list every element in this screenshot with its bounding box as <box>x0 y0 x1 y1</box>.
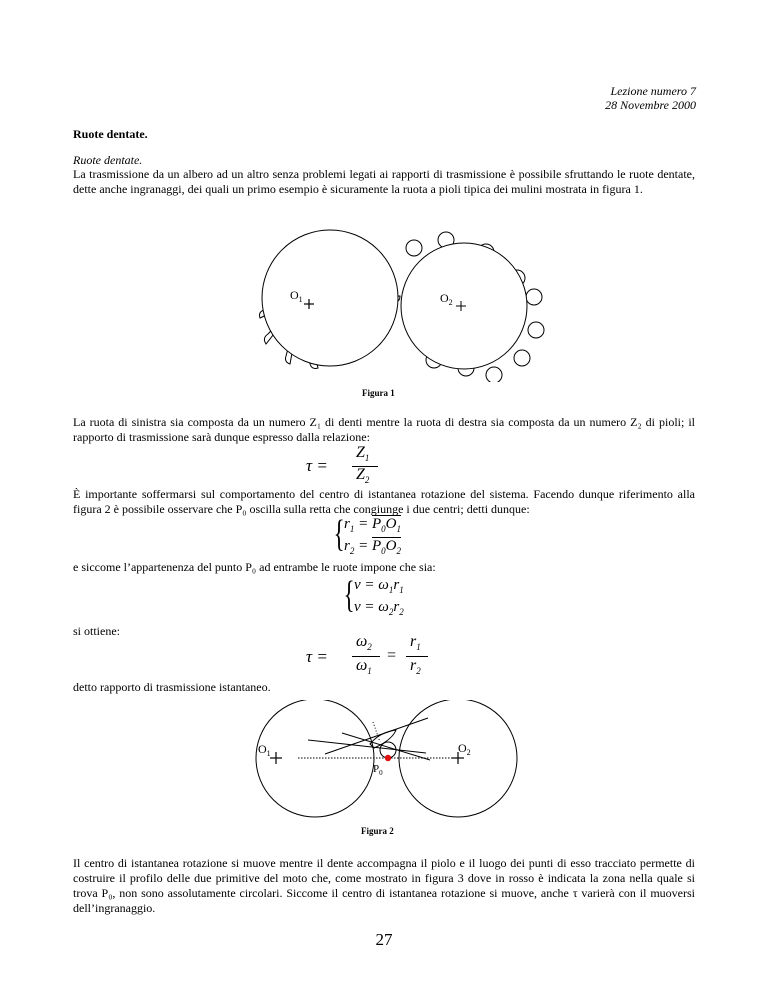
label-o1: $O_1$ <box>258 742 271 758</box>
paragraph-intro: La trasmissione da un albero ad un altro senza problemi legati ai rapporti di trasmissione è possibile sfruttando le ruote dentate, dette anche ingranaggi, dei quali un primo esempio è sicuramente la ruota a pioli tipica dei mulini mostrata in figura 1. <box>73 167 695 196</box>
paragraph-center: È importante soffermarsi sul comportamento del centro di istantanea rotazione del sistema. Facendo dunque riferimento alla figura 2 è possibile osservare che P₀ oscilla sulla retta che congiunge i due centri; detti dunque: <box>73 487 695 516</box>
paragraph-instant: detto rapporto di trasmissione istantaneo. <box>73 680 271 694</box>
header-lesson: Lezione numero 7 <box>610 84 696 98</box>
equation-instant-ratio: τ = $\omega_2$ $\omega_1$ = $r_1$ $r_2$ <box>300 633 440 679</box>
page-number: 27 <box>375 930 393 949</box>
paragraph-membership: e siccome l’appartenenza del punto P₀ ad entrambe le ruote impone che sia: <box>73 560 436 574</box>
paragraph-obtain: si ottiene: <box>73 624 120 638</box>
figure-1-gears <box>230 222 560 382</box>
label-p0: $P_0$ <box>373 763 383 777</box>
dotted-guide <box>373 722 380 742</box>
eq1-denominator: $Z_2$ <box>356 466 370 486</box>
equation-radii: { $r_1 = P_0O_1$ $r_2 = P_0O_2$ <box>333 513 401 556</box>
label-o2: $O_2$ <box>458 741 471 757</box>
figure-2-instant-center <box>230 700 560 820</box>
equation-tau-z: τ = $Z_1$ $Z_2$ <box>300 444 420 484</box>
section-title: Ruote dentate. <box>73 127 148 141</box>
subheading: Ruote dentate. <box>73 153 143 167</box>
left-wheel <box>262 230 398 366</box>
tangent-line-2 <box>325 718 428 754</box>
figure-2-caption: Figura 2 <box>361 826 394 836</box>
header-date: 28 Novembre 2000 <box>605 98 696 112</box>
center-o1-cross <box>270 752 282 764</box>
eq1-numerator: $Z_1$ <box>356 444 370 464</box>
paragraph-ratio: La ruota di sinistra sia composta da un numero Z₁ di denti mentre la ruota di destra sia composta da un numero Z₂ di pioli; il rapporto di trasmissione sarà dunque espresso dalla relazione: <box>73 415 695 444</box>
label-o1: $O_1$ <box>290 288 303 304</box>
paragraph-profile: Il centro di istantanea rotazione si muove mentre il dente accompagna il piolo e il luogo dei punti di esso tracciato permette di costruire il profilo delle due primitive del moto che, come mostrato in figura 3 dove in rosso è indicata la zona nella quale si trova P₀, non sono assolutamente circolari. Siccome il centro di istantanea rotazione si muove, anche τ varierà con il muoversi dell’ingranaggio. <box>73 856 695 915</box>
figure-1-caption: Figura 1 <box>362 388 395 398</box>
label-o2: $O_2$ <box>440 291 453 307</box>
tangent-line-1 <box>308 740 426 753</box>
p0-marker <box>385 755 391 761</box>
equation-velocity: { $v = \omega_1r_1$ $v = \omega_2r_2$ <box>343 574 404 617</box>
